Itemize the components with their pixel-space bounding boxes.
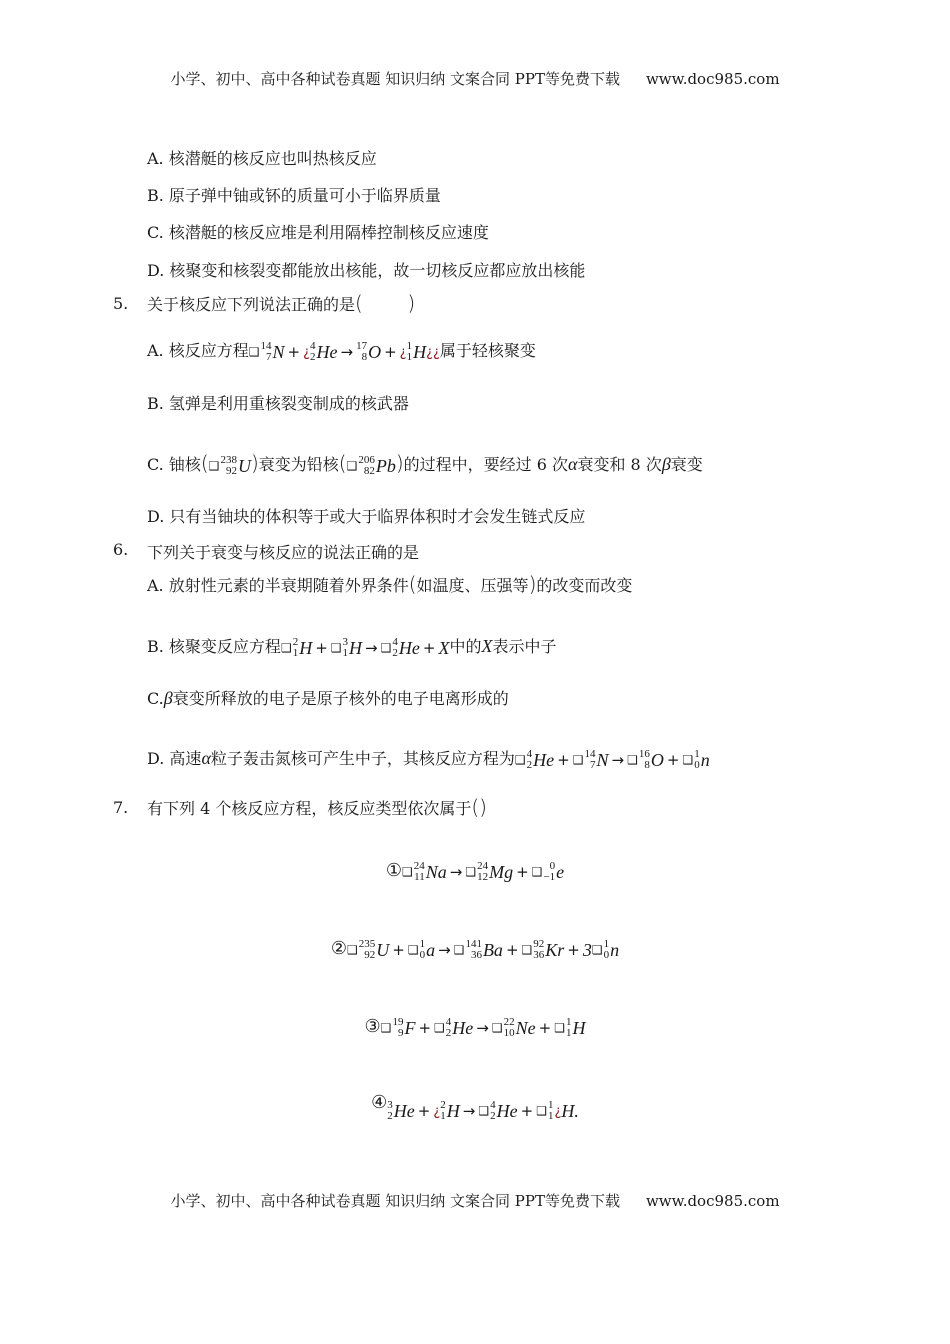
header-site-link[interactable]: www.doc985.com (645, 70, 780, 88)
q7-equation-3: ③ ❑ 19 9 F + ❑ 4 2 He → ❑ 22 10 Ne + ❑ 1 1 H (364, 1016, 586, 1039)
q7-equation-4: ④ 3 2 He + ¿ 2 1 H → ❑ 4 2 He + ❑ 1 1 ¿ H . (371, 1092, 579, 1122)
q7-stem: 有下列 4 个核反应方程，核反应类型依次属于() (147, 795, 487, 819)
q7-answer-blank: () (471, 795, 487, 819)
q6-b-equation: ❑ 2 1 H + ❑ 3 1 H → ❑ 4 2 He + X (280, 636, 450, 659)
q6-d-equation: ❑ 4 2 He + ❑ 14 7 N → ❑ 16 8 O + ❑ 1 0 n (514, 748, 710, 771)
q5-option-c: C. 铀核( ❑ 238 92 U)衰变为铅核( ❑ 206 82 Pb)的过程中，要经过 6 次α衰变和 8 次β衰变 (147, 451, 703, 477)
q6-option-d: D. 高速α粒子轰击氮核可产生中子，其核反应方程为 ❑ 4 2 He + ❑ 14 7 N → ❑ 16 8 O + ❑ 1 0 n (147, 748, 710, 771)
q4-option-a: A. 核潜艇的核反应也叫热核反应 (147, 149, 377, 168)
box-glyph: ❑ (248, 345, 260, 359)
q6-stem: 下列关于衰变与核反应的说法正确的是 (147, 543, 420, 562)
q4-option-b: B. 原子弹中铀或钚的质量可小于临界质量 (147, 186, 441, 205)
q5-stem-text: 关于核反应下列说法正确的是 (147, 295, 356, 314)
q5-a-prefix: A. 核反应方程 (147, 341, 249, 360)
q4-option-c: C. 核潜艇的核反应堆是利用隔棒控制核反应速度 (147, 223, 489, 242)
q5-stem (147, 291, 415, 315)
q5-answer-blank: ( ) (355, 291, 416, 315)
q5-number: 5. (113, 294, 129, 313)
q6-number: 6. (113, 540, 129, 559)
q5-a-equation: ❑ 14 7 N + ¿ 4 2 He → 17 8 O + ¿ 1 1 H ¿ ¿ (248, 340, 440, 363)
q7-equation-1: ① ❑ 24 11 Na → ❑ 24 12 Mg + ❑ 0 −1 e (385, 860, 565, 883)
page-header (0, 68, 950, 89)
q6-option-b: B. 核聚变反应方程 ❑ 2 1 H + ❑ 3 1 H → ❑ 4 2 He + X 中的X表示中子 (147, 636, 557, 659)
q5-option-b: B. 氢弹是利用重核裂变制成的核武器 (147, 394, 409, 413)
header-text: 小学、初中、高中各种试卷真题 知识归纳 文案合同 PPT等免费下载 (170, 70, 620, 88)
uranium-nucleus: ❑ 238 92 U (208, 454, 251, 477)
q7-number: 7. (113, 798, 129, 817)
page-footer (0, 1190, 950, 1211)
q5-option-d: D. 只有当铀块的体积等于或大于临界体积时才会发生链式反应 (147, 507, 586, 526)
q5-option-a (147, 338, 536, 363)
q5-a-suffix: 属于轻核聚变 (439, 341, 536, 360)
q6-option-c: C.β衰变所释放的电子是原子核外的电子电离形成的 (147, 688, 509, 708)
footer-site-link[interactable]: www.doc985.com (645, 1192, 780, 1210)
q4-option-d: D. 核聚变和核裂变都能放出核能，故一切核反应都应放出核能 (147, 261, 586, 280)
lead-nucleus: ❑ 206 82 Pb (346, 454, 396, 477)
q6-option-a: A. 放射性元素的半衰期随着外界条件(如温度、压强等)的改变而改变 (147, 572, 633, 596)
q7-equation-2: ② ❑ 235 92 U + ❑ 1 0 a → ❑ 141 36 Ba + ❑ 92 36 Kr + 3 ❑ 1 0 n (330, 938, 620, 961)
footer-text: 小学、初中、高中各种试卷真题 知识归纳 文案合同 PPT等免费下载 (170, 1192, 620, 1210)
